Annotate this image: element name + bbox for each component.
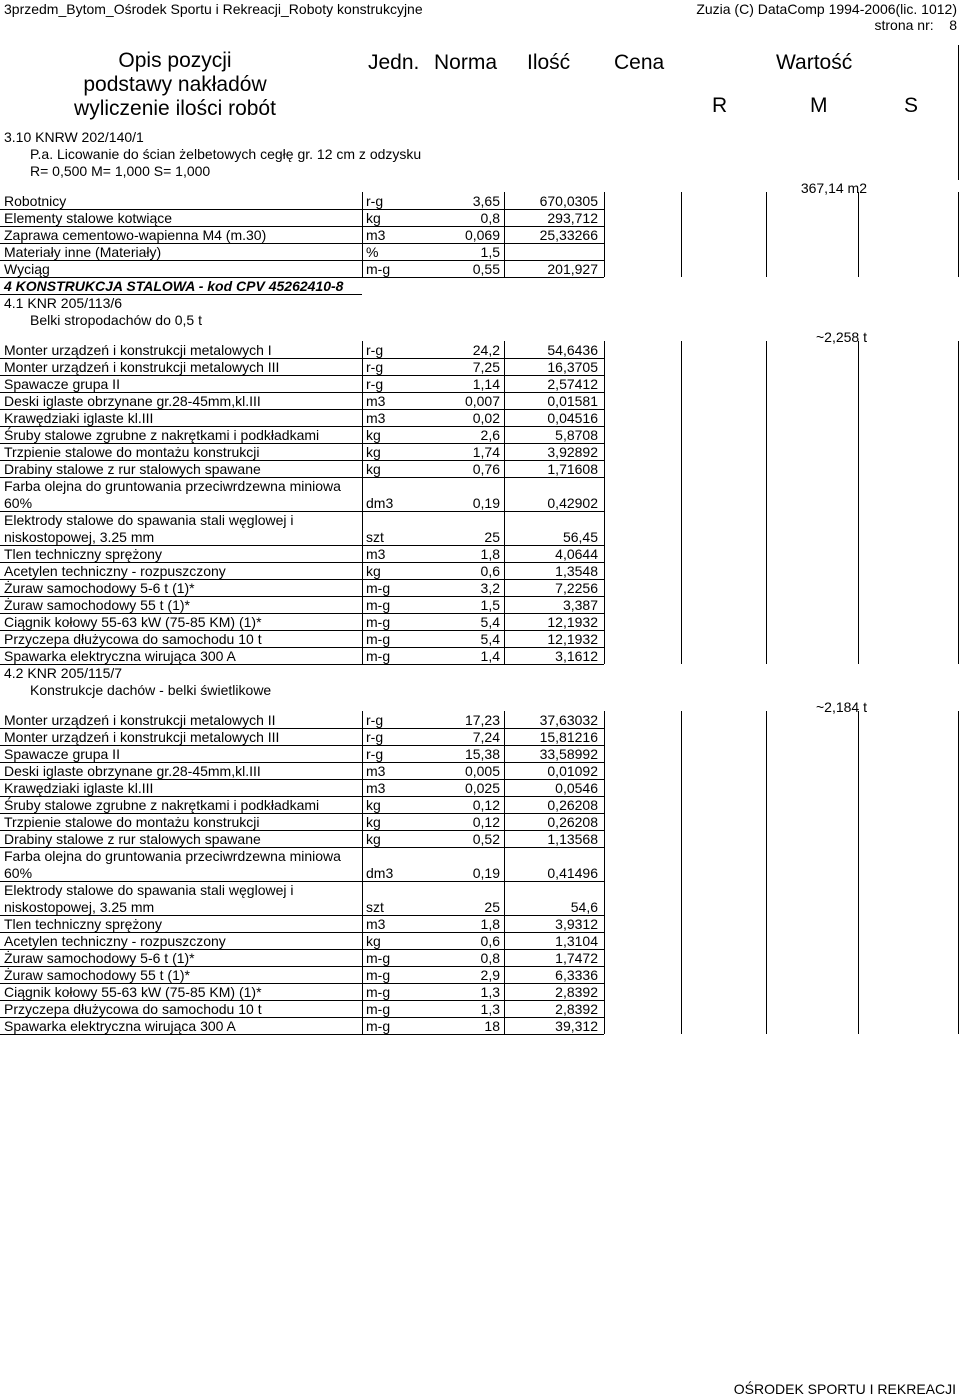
value-column-divider (766, 711, 767, 1034)
resource-norma: 1,8 (480, 916, 500, 932)
resource-norma: 0,6 (480, 933, 500, 949)
column-divider (362, 192, 363, 277)
resource-ilosc: 201,927 (547, 261, 598, 277)
resource-norma: 7,25 (472, 359, 500, 375)
resource-unit: dm3 (366, 495, 394, 511)
resource-unit: m-g (366, 614, 391, 630)
resource-norma: 0,069 (464, 227, 500, 243)
resource-name: Śruby stalowe zgrubne z nakrętkami i podkładkami (4, 797, 320, 813)
resource-ilosc: 0,0546 (555, 780, 598, 796)
resource-unit: m3 (366, 780, 386, 796)
resource-norma: 3,2 (480, 580, 500, 596)
value-column-divider (681, 341, 682, 664)
resource-ilosc: 12,1932 (547, 631, 598, 647)
resource-name: Wyciąg (4, 261, 50, 277)
resource-norma: 2,9 (480, 967, 500, 983)
column-divider (604, 341, 605, 664)
page-label: strona nr: (874, 17, 934, 33)
resource-unit: m3 (366, 227, 386, 243)
position-number: 3.10 KNRW 202/140/1 (4, 129, 144, 145)
row-separator (0, 260, 604, 261)
resource-unit: kg (366, 427, 381, 443)
resource-norma: 1,74 (472, 444, 500, 460)
resource-ilosc: 37,63032 (539, 712, 598, 728)
resource-unit: kg (366, 814, 381, 830)
resource-name: Drabiny stalowe z rur stalowych spawane (4, 831, 261, 847)
resource-ilosc: 0,42902 (547, 495, 598, 511)
resource-ilosc: 5,8708 (555, 427, 598, 443)
resource-unit: r-g (366, 359, 384, 375)
resource-norma: 2,6 (480, 427, 500, 443)
resource-ilosc: 3,92892 (547, 444, 598, 460)
resource-norma: 18 (484, 1018, 500, 1034)
resource-name: Spawacze grupa II (4, 376, 120, 392)
resource-norma: 0,19 (472, 865, 500, 881)
resource-name: Żuraw samochodowy 5-6 t (1)* (4, 580, 195, 596)
page-number: 8 (949, 17, 957, 33)
position-number: 4.2 KNR 205/115/7 (4, 665, 123, 681)
resource-unit: szt (366, 899, 384, 915)
position-description: R= 0,500 M= 1,000 S= 1,000 (30, 163, 211, 179)
resource-name-line1: Elektrody stalowe do spawania stali węglowej i (4, 882, 294, 898)
value-column-divider (858, 192, 859, 277)
resource-ilosc: 670,0305 (539, 193, 598, 209)
resource-norma: 0,6 (480, 563, 500, 579)
resource-norma: 0,12 (472, 797, 500, 813)
resource-unit: m-g (366, 631, 391, 647)
resource-unit: m3 (366, 393, 386, 409)
resource-unit: r-g (366, 729, 384, 745)
header-page-number (875, 18, 958, 32)
resource-norma: 1,5 (480, 244, 500, 260)
resource-norma: 1,14 (472, 376, 500, 392)
resource-name: Przyczepa dłużycowa do samochodu 10 t (4, 631, 262, 647)
resource-norma: 0,52 (472, 831, 500, 847)
resource-norma: 1,3 (480, 984, 500, 1000)
resource-norma: 0,8 (480, 210, 500, 226)
resource-name: Żuraw samochodowy 5-6 t (1)* (4, 950, 195, 966)
footer-investor: OŚRODEK SPORTU I REKREACJI (733, 1381, 956, 1397)
resource-unit: m3 (366, 546, 386, 562)
resource-name: Acetylen techniczny - rozpuszczony (4, 933, 226, 949)
resource-norma: 1,5 (480, 597, 500, 613)
resource-norma: 15,38 (464, 746, 500, 762)
resource-name: Deski iglaste obrzynane gr.28-45mm,kl.III (4, 763, 261, 779)
value-column-divider (766, 341, 767, 664)
column-header-jedn: Jedn. (368, 51, 420, 74)
resource-ilosc: 54,6436 (547, 342, 598, 358)
resource-name: Przyczepa dłużycowa do samochodu 10 t (4, 1001, 262, 1017)
value-column-divider (858, 341, 859, 664)
resource-ilosc: 56,45 (562, 529, 598, 545)
resource-norma: 0,76 (472, 461, 500, 477)
column-header-opis-line1: Opis pozycji (118, 49, 232, 72)
resource-unit: kg (366, 831, 381, 847)
column-header-m: M (810, 94, 828, 117)
column-divider (604, 711, 605, 1034)
resource-name: niskostopowej, 3.25 mm (4, 529, 155, 545)
value-column-divider (958, 711, 959, 1034)
resource-ilosc: 1,7472 (555, 950, 598, 966)
resource-ilosc: 15,81216 (539, 729, 598, 745)
resource-name: Robotnicy (4, 193, 67, 209)
resource-unit: kg (366, 210, 381, 226)
resource-unit: m-g (366, 984, 391, 1000)
resource-norma: 1,4 (480, 648, 500, 664)
resource-unit: dm3 (366, 865, 394, 881)
position-quantity: 367,14 m2 (800, 180, 867, 196)
resource-name: 60% (4, 865, 33, 881)
value-column-divider (958, 192, 959, 277)
resource-name: Ciągnik kołowy 55-63 kW (75-85 KM) (1)* (4, 614, 262, 630)
position-quantity: ~2,184 t (816, 699, 867, 715)
header-file-title: 3przedm_Bytom_Ośrodek Sportu i Rekreacji_Roboty konstrukcyjne (4, 1, 423, 17)
resource-name: Acetylen techniczny - rozpuszczony (4, 563, 226, 579)
resource-ilosc: 12,1932 (547, 614, 598, 630)
resource-unit: r-g (366, 712, 384, 728)
resource-name: niskostopowej, 3.25 mm (4, 899, 155, 915)
position-number: 4.1 KNR 205/113/6 (4, 295, 123, 311)
column-header-wartosc: Wartość (776, 51, 853, 74)
resource-norma: 5,4 (480, 631, 500, 647)
value-column-divider (958, 341, 959, 664)
resource-ilosc: 4,0644 (555, 546, 598, 562)
resource-unit: m3 (366, 916, 386, 932)
resource-norma: 0,55 (472, 261, 500, 277)
resource-unit: m-g (366, 648, 391, 664)
resource-ilosc: 0,26208 (547, 797, 598, 813)
resource-name: Deski iglaste obrzynane gr.28-45mm,kl.III (4, 393, 261, 409)
resource-ilosc: 0,04516 (547, 410, 598, 426)
resource-unit: m-g (366, 261, 391, 277)
header-right-border (958, 128, 959, 180)
resource-ilosc: 16,3705 (547, 359, 598, 375)
resource-unit: r-g (366, 193, 384, 209)
resource-unit: szt (366, 529, 384, 545)
resource-norma: 0,007 (464, 393, 500, 409)
resource-ilosc: 0,41496 (547, 865, 598, 881)
resource-unit: m3 (366, 410, 386, 426)
column-header-opis (0, 49, 350, 121)
resource-name: Trzpienie stalowe do montażu konstrukcji (4, 814, 260, 830)
resource-name: Śruby stalowe zgrubne z nakrętkami i podkładkami (4, 427, 320, 443)
resource-unit: kg (366, 444, 381, 460)
resource-ilosc: 3,1612 (555, 648, 598, 664)
column-divider (504, 341, 505, 664)
resource-ilosc: 3,387 (562, 597, 598, 613)
resource-name: Żuraw samochodowy 55 t (1)* (4, 967, 190, 983)
column-divider (362, 711, 363, 1034)
resource-norma: 3,65 (472, 193, 500, 209)
resource-name: Monter urządzeń i konstrukcji metalowych III (4, 359, 280, 375)
position-description: P.a. Licowanie do ścian żelbetowych cegłę gr. 12 cm z odzysku (30, 146, 422, 162)
position-quantity: ~2,258 t (816, 329, 867, 345)
resource-name: Ciągnik kołowy 55-63 kW (75-85 KM) (1)* (4, 984, 262, 1000)
resource-ilosc: 7,2256 (555, 580, 598, 596)
resource-name: Zaprawa cementowo-wapienna M4 (m.30) (4, 227, 267, 243)
resource-name: Tlen techniczny sprężony (4, 546, 162, 562)
resource-norma: 0,005 (464, 763, 500, 779)
resource-name: Spawarka elektryczna wirująca 300 A (4, 1018, 236, 1034)
resource-name-line1: Farba olejna do gruntowania przeciwrdzewna miniowa (4, 478, 341, 494)
resource-ilosc: 2,8392 (555, 984, 598, 1000)
resource-name: Trzpienie stalowe do montażu konstrukcji (4, 444, 260, 460)
resource-name: Spawacze grupa II (4, 746, 120, 762)
resource-ilosc: 0,26208 (547, 814, 598, 830)
resource-unit: % (366, 244, 379, 260)
resource-unit: m-g (366, 1001, 391, 1017)
resource-ilosc: 1,3548 (555, 563, 598, 579)
resource-norma: 0,02 (472, 410, 500, 426)
column-divider (604, 192, 605, 277)
resource-norma: 25 (484, 529, 500, 545)
resource-ilosc: 6,3336 (555, 967, 598, 983)
resource-ilosc: 0,01092 (547, 763, 598, 779)
resource-name: Spawarka elektryczna wirująca 300 A (4, 648, 236, 664)
resource-ilosc: 25,33266 (539, 227, 598, 243)
resource-unit: m-g (366, 580, 391, 596)
resource-ilosc: 1,13568 (547, 831, 598, 847)
resource-norma: 0,19 (472, 495, 500, 511)
resource-unit: kg (366, 461, 381, 477)
column-header-s: S (904, 94, 919, 117)
resource-norma: 0,025 (464, 780, 500, 796)
resource-norma: 0,12 (472, 814, 500, 830)
resource-ilosc: 0,01581 (547, 393, 598, 409)
resource-name: Elementy stalowe kotwiące (4, 210, 173, 226)
resource-unit: kg (366, 933, 381, 949)
resource-name: Monter urządzeń i konstrukcji metalowych I (4, 342, 272, 358)
value-column-divider (681, 192, 682, 277)
resource-name: Monter urządzeń i konstrukcji metalowych II (4, 712, 276, 728)
resource-unit: kg (366, 563, 381, 579)
column-header-cena: Cena (614, 51, 665, 74)
resource-name: Tlen techniczny sprężony (4, 916, 162, 932)
resource-name-line1: Farba olejna do gruntowania przeciwrdzewna miniowa (4, 848, 341, 864)
resource-norma: 1,3 (480, 1001, 500, 1017)
resource-unit: r-g (366, 746, 384, 762)
resource-norma: 24,2 (472, 342, 500, 358)
resource-ilosc: 3,9312 (555, 916, 598, 932)
resource-name: 60% (4, 495, 33, 511)
resource-unit: r-g (366, 342, 384, 358)
header-right-border (958, 45, 959, 128)
resource-norma: 5,4 (480, 614, 500, 630)
resource-unit: m3 (366, 763, 386, 779)
column-header-r: R (712, 94, 728, 117)
resource-norma: 1,8 (480, 546, 500, 562)
resource-ilosc: 2,57412 (547, 376, 598, 392)
resource-norma: 25 (484, 899, 500, 915)
resource-unit: m-g (366, 597, 391, 613)
resource-norma: 0,8 (480, 950, 500, 966)
resource-norma: 7,24 (472, 729, 500, 745)
resource-name: Drabiny stalowe z rur stalowych spawane (4, 461, 261, 477)
position-description: Konstrukcje dachów - belki świetlikowe (30, 682, 272, 698)
column-header-norma: Norma (434, 51, 498, 74)
resource-ilosc: 33,58992 (539, 746, 598, 762)
value-column-divider (681, 711, 682, 1034)
resource-ilosc: 2,8392 (555, 1001, 598, 1017)
column-divider (504, 192, 505, 277)
column-divider (362, 341, 363, 664)
column-header-ilosc: Ilość (527, 51, 571, 74)
resource-ilosc: 54,6 (570, 899, 598, 915)
resource-unit: m-g (366, 1018, 391, 1034)
resource-name: Monter urządzeń i konstrukcji metalowych III (4, 729, 280, 745)
resource-unit: kg (366, 797, 381, 813)
resource-norma: 17,23 (464, 712, 500, 728)
resource-name: Krawędziaki iglaste kl.III (4, 780, 154, 796)
row-separator (0, 1034, 604, 1035)
column-header-opis-line3: wyliczenie ilości robót (74, 97, 276, 120)
value-column-divider (858, 711, 859, 1034)
position-description: Belki stropodachów do 0,5 t (30, 312, 202, 328)
resource-name: Żuraw samochodowy 55 t (1)* (4, 597, 190, 613)
column-divider (504, 711, 505, 1034)
resource-ilosc: 1,3104 (555, 933, 598, 949)
section-title: 4 KONSTRUKCJA STALOWA - kod CPV 45262410-8 (4, 278, 344, 294)
resource-ilosc: 39,312 (555, 1018, 598, 1034)
resource-name-line1: Elektrody stalowe do spawania stali węglowej i (4, 512, 294, 528)
resource-ilosc: 293,712 (547, 210, 598, 226)
resource-unit: m-g (366, 967, 391, 983)
resource-name: Materiały inne (Materiały) (4, 244, 162, 260)
column-header-opis-line2: podstawy nakładów (83, 73, 267, 96)
header-software: Zuzia (C) DataComp 1994-2006(lic. 1012) (696, 1, 957, 17)
resource-ilosc: 1,71608 (547, 461, 598, 477)
resource-name: Krawędziaki iglaste kl.III (4, 410, 154, 426)
value-column-divider (766, 192, 767, 277)
resource-unit: r-g (366, 376, 384, 392)
resource-unit: m-g (366, 950, 391, 966)
